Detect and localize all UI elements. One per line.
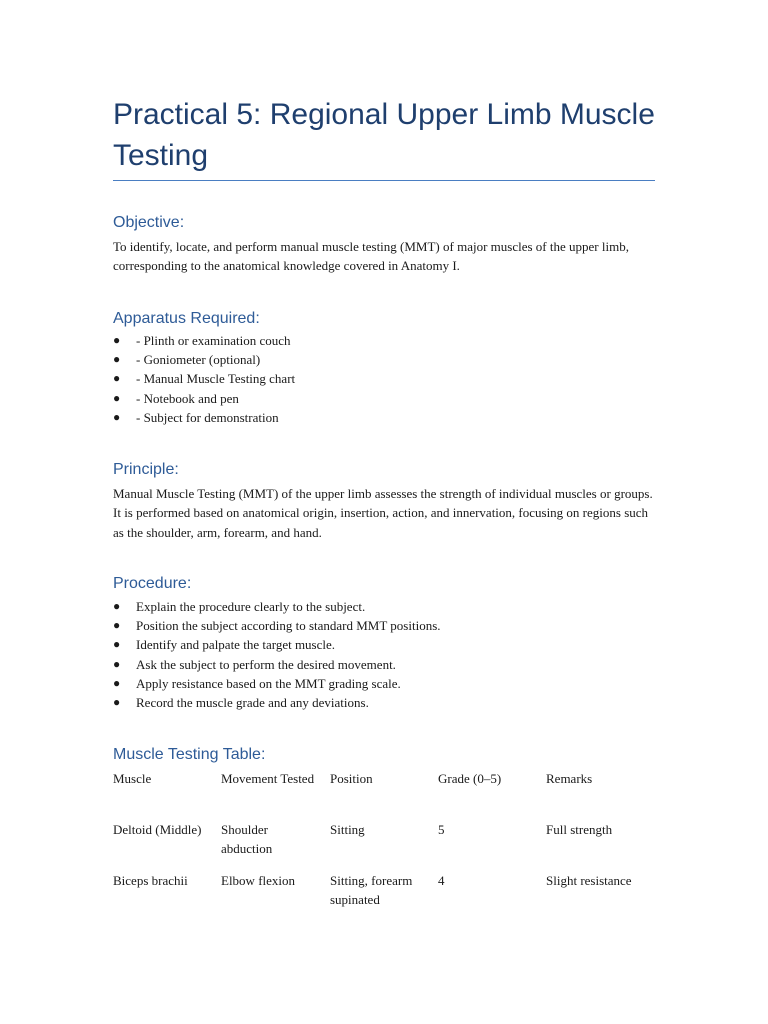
bullet-icon: ● xyxy=(113,618,121,633)
column-header: Position xyxy=(330,771,373,786)
table-cell: 5 xyxy=(438,822,445,837)
list-item xyxy=(113,369,658,388)
procedure-list xyxy=(113,597,658,712)
list-item xyxy=(113,655,658,674)
apparatus-item-text: - Manual Muscle Testing chart xyxy=(136,371,296,387)
apparatus-list xyxy=(113,331,658,427)
procedure-heading: Procedure: xyxy=(113,575,192,592)
procedure-item-text: Ask the subject to perform the desired movement. xyxy=(136,656,396,672)
procedure-item-text: Apply resistance based on the MMT grading scale. xyxy=(136,675,401,691)
bullet-icon: ● xyxy=(113,371,121,386)
table-cell: Full strength xyxy=(546,822,613,837)
bullet-icon: ● xyxy=(113,599,121,613)
table-cell: Deltoid (Middle) xyxy=(113,822,202,837)
objective-heading: Objective: xyxy=(113,214,185,231)
principle-text: Manual Muscle Testing (MMT) of the upper limb assesses the strength of individual muscles or groups. It is performed based on anatomical origin, insertion, action, and innervation, focusing on regions such as the shoulder, arm, forearm, and hand. xyxy=(113,486,653,540)
table-cell: Biceps brachii xyxy=(113,873,188,888)
apparatus-item-text: - Notebook and pen xyxy=(136,390,239,406)
table-row xyxy=(113,820,658,871)
column-header: Remarks xyxy=(546,771,593,786)
table-cell: Shoulder abduction xyxy=(221,822,273,857)
table-cell: Slight resistance xyxy=(546,873,632,888)
muscle-testing-table xyxy=(113,769,658,915)
table-heading: Muscle Testing Table: xyxy=(113,746,266,763)
bullet-icon: ● xyxy=(113,333,121,347)
bullet-icon: ● xyxy=(113,656,121,671)
bullet-icon: ● xyxy=(113,390,121,405)
table-cell: Elbow flexion xyxy=(221,873,296,888)
procedure-item-text: Record the muscle grade and any deviations. xyxy=(136,694,369,710)
apparatus-item-text: - Goniometer (optional) xyxy=(136,352,261,368)
bullet-icon: ● xyxy=(113,675,121,690)
principle-heading: Principle: xyxy=(113,461,179,478)
list-item xyxy=(113,597,658,616)
bullet-icon: ● xyxy=(113,637,121,652)
list-item xyxy=(113,674,658,693)
bullet-icon: ● xyxy=(113,694,121,709)
list-item xyxy=(113,389,658,408)
table-cell: Sitting xyxy=(330,822,365,837)
list-item xyxy=(113,693,658,712)
procedure-item-text: Explain the procedure clearly to the subject. xyxy=(136,599,366,614)
procedure-item-text: Identify and palpate the target muscle. xyxy=(136,637,336,653)
column-header: Grade (0–5) xyxy=(438,771,502,786)
procedure-item-text: Position the subject according to standard MMT positions. xyxy=(136,618,441,634)
list-item xyxy=(113,635,658,654)
objective-text: To identify, locate, and perform manual muscle testing (MMT) of major muscles of the upper limb, corresponding to the anatomical knowledge covered in Anatomy I. xyxy=(113,239,629,274)
bullet-icon: ● xyxy=(113,352,121,367)
table-cell: 4 xyxy=(438,873,445,888)
table-row xyxy=(113,871,658,915)
table-cell: Sitting, forearm supinated xyxy=(330,873,413,908)
apparatus-heading: Apparatus Required: xyxy=(113,310,260,327)
list-item xyxy=(113,408,658,427)
bullet-icon: ● xyxy=(113,409,121,424)
title-underline xyxy=(113,180,655,181)
list-item xyxy=(113,350,658,369)
column-header: Movement Tested xyxy=(221,771,315,786)
page-title: Practical 5: Regional Upper Limb Muscle Testing xyxy=(113,98,655,172)
table-header-row xyxy=(113,769,658,820)
column-header: Muscle xyxy=(113,771,152,786)
list-item xyxy=(113,616,658,635)
apparatus-item-text: - Plinth or examination couch xyxy=(136,333,291,348)
apparatus-item-text: - Subject for demonstration xyxy=(136,409,279,425)
list-item xyxy=(113,331,658,350)
